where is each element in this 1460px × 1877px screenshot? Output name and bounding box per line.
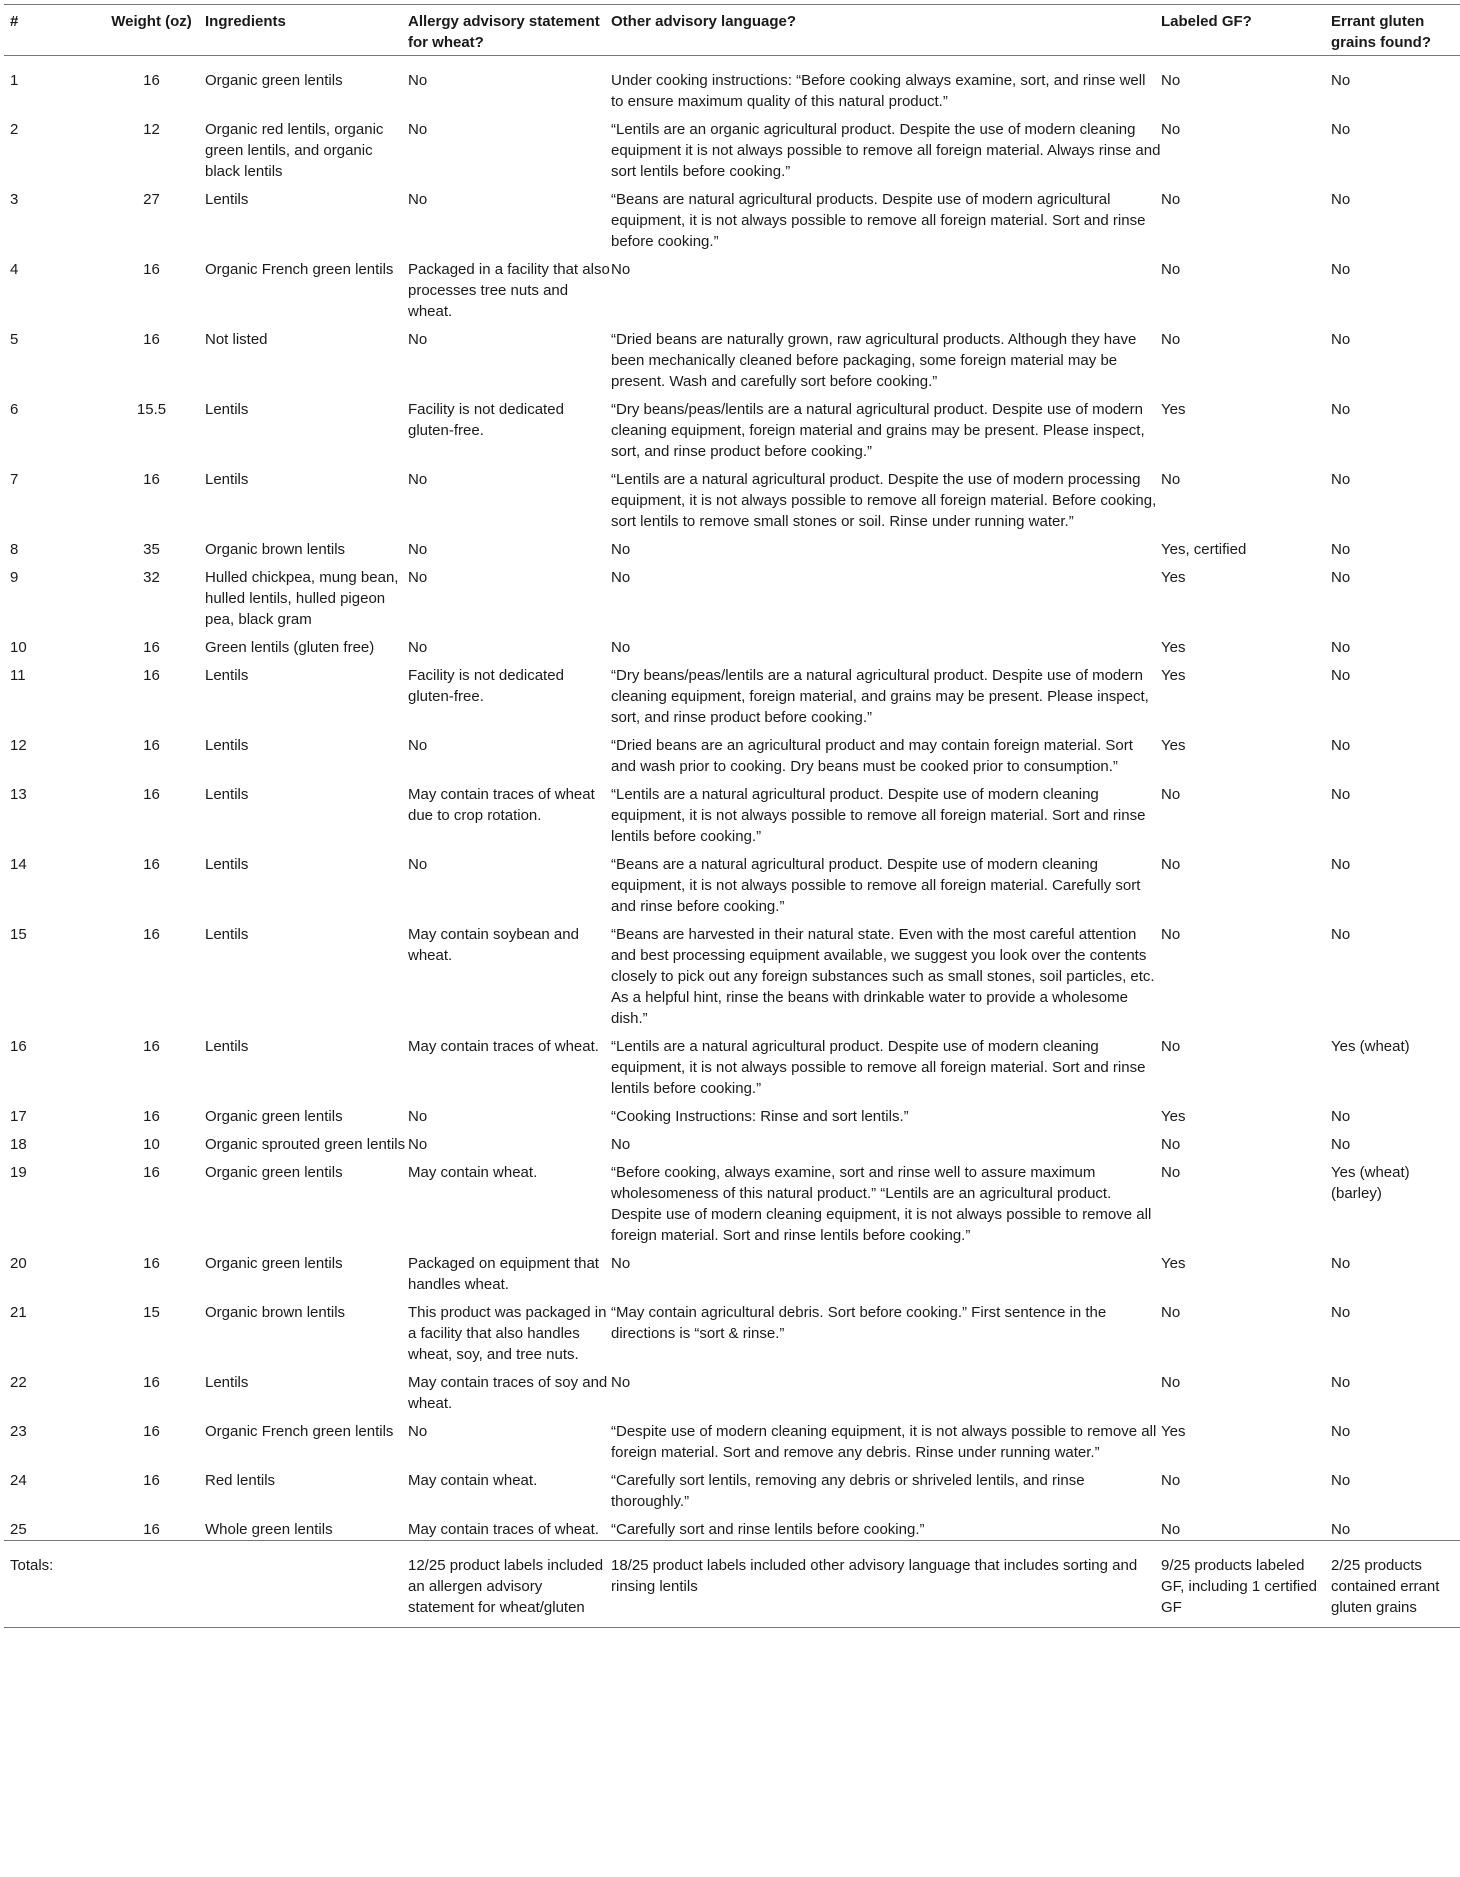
- cell-allergy: Facility is not dedicated gluten-free.: [408, 401, 564, 439]
- cell-num: 22: [10, 1374, 27, 1391]
- cell-labeled-gf: Yes: [1161, 639, 1186, 656]
- table-row: [4, 1155, 1460, 1246]
- table-body: [4, 56, 1460, 1541]
- cell-errant-grains: No: [1331, 331, 1351, 348]
- cell-num: 14: [10, 856, 27, 873]
- cell-weight: 16: [143, 856, 160, 873]
- cell-num: 9: [10, 569, 19, 586]
- cell-other-advisory: “Dry beans/peas/lentils are a natural agricultural product. Despite use of modern cleaning equipment, foreign material, and grains may be present. Please inspect, sort, and rinse product before cooking.”: [611, 667, 1149, 726]
- cell-weight: 15.5: [136, 401, 167, 418]
- cell-labeled-gf: Yes: [1161, 667, 1186, 684]
- cell-ingredients: Lentils: [205, 401, 249, 418]
- cell-labeled-gf: Yes: [1161, 737, 1186, 754]
- cell-errant-grains: No: [1331, 1521, 1351, 1538]
- cell-weight: 16: [143, 1164, 160, 1181]
- lentil-label-table: [4, 4, 1460, 1628]
- header-allergy: Allergy advisory statement for wheat?: [408, 5, 611, 56]
- header-row: [4, 5, 1460, 56]
- cell-labeled-gf: No: [1161, 856, 1181, 873]
- cell-num: 17: [10, 1108, 27, 1125]
- cell-labeled-gf: No: [1161, 926, 1181, 943]
- cell-labeled-gf: Yes: [1161, 401, 1186, 418]
- cell-allergy: This product was packaged in a facility that also handles wheat, soy, and tree nuts.: [408, 1304, 607, 1363]
- totals-other-advisory: 18/25 product labels included other advisory language that includes sorting and rinsing lentils: [611, 1541, 1161, 1628]
- cell-other-advisory: “Dried beans are an agricultural product and may contain foreign material. Sort and wash prior to cooking. Dry beans must be cooked prior to consumption.”: [611, 737, 1133, 775]
- cell-weight: 16: [143, 667, 160, 684]
- cell-weight: 16: [143, 1108, 160, 1125]
- cell-ingredients: Organic red lentils, organic green lentils, and organic black lentils: [205, 121, 384, 180]
- cell-allergy: No: [408, 569, 428, 586]
- cell-errant-grains: No: [1331, 541, 1351, 558]
- cell-other-advisory: “Cooking Instructions: Rinse and sort lentils.”: [611, 1108, 909, 1125]
- cell-num: 2: [10, 121, 19, 138]
- cell-weight: 16: [143, 639, 160, 656]
- cell-allergy: No: [408, 471, 428, 488]
- cell-ingredients: Organic brown lentils: [205, 1304, 346, 1321]
- cell-other-advisory: “Beans are harvested in their natural state. Even with the most careful attention and best processing equipment available, we suggest you look over the contents closely to pick out any foreign substances such as small stones, soil particles, etc. As a helpful hint, rinse the beans with drinkable water to provide a wholesome dish.”: [611, 926, 1155, 1027]
- cell-weight: 27: [143, 191, 160, 208]
- cell-allergy: May contain traces of wheat due to crop rotation.: [408, 786, 595, 824]
- cell-ingredients: Lentils: [205, 856, 249, 873]
- cell-labeled-gf: No: [1161, 1472, 1181, 1489]
- cell-labeled-gf: No: [1161, 1038, 1181, 1055]
- cell-errant-grains: No: [1331, 737, 1351, 754]
- cell-allergy: No: [408, 639, 428, 656]
- cell-allergy: No: [408, 72, 428, 89]
- table-row: [4, 252, 1460, 322]
- cell-other-advisory: No: [611, 261, 631, 278]
- table-row: [4, 1099, 1460, 1127]
- cell-errant-grains: No: [1331, 261, 1351, 278]
- cell-other-advisory: “May contain agricultural debris. Sort before cooking.” First sentence in the directions is “sort & rinse.”: [611, 1304, 1107, 1342]
- cell-ingredients: Not listed: [205, 331, 268, 348]
- table-row: [4, 1029, 1460, 1099]
- table-row: [4, 777, 1460, 847]
- cell-allergy: No: [408, 331, 428, 348]
- cell-errant-grains: No: [1331, 191, 1351, 208]
- cell-weight: 16: [143, 471, 160, 488]
- totals-errant-grains: 2/25 products contained errant gluten grains: [1331, 1541, 1460, 1628]
- table-row: [4, 532, 1460, 560]
- cell-num: 15: [10, 926, 27, 943]
- cell-num: 24: [10, 1472, 27, 1489]
- cell-weight: 16: [143, 1472, 160, 1489]
- cell-weight: 16: [143, 261, 160, 278]
- cell-weight: 16: [143, 1255, 160, 1272]
- cell-num: 23: [10, 1423, 27, 1440]
- cell-errant-grains: No: [1331, 786, 1351, 803]
- table-row: [4, 630, 1460, 658]
- cell-ingredients: Organic brown lentils: [205, 541, 346, 558]
- cell-errant-grains: No: [1331, 926, 1351, 943]
- cell-other-advisory: “Lentils are a natural agricultural product. Despite use of modern cleaning equipment, it is not always possible to remove all foreign material. Sort and rinse lentils before cooking.”: [611, 786, 1146, 845]
- cell-allergy: May contain traces of wheat.: [408, 1521, 599, 1538]
- cell-other-advisory: “Before cooking, always examine, sort and rinse well to assure maximum wholesomeness of this natural product.” “Lentils are an agricultural product. Despite use of modern cleaning equipment, it is not always possible to remove all foreign material. Sort and rinse lentils before cooking.”: [611, 1164, 1152, 1244]
- cell-num: 18: [10, 1136, 27, 1153]
- cell-other-advisory: “Lentils are a natural agricultural product. Despite the use of modern processing equipment, it is not always possible to remove all foreign material. Before cooking, sort lentils to remove small stones or soil. Rinse under running water.”: [611, 471, 1157, 530]
- header-labeled-gf: Labeled GF?: [1161, 5, 1331, 56]
- totals-row: [4, 1541, 1460, 1628]
- cell-labeled-gf: No: [1161, 191, 1181, 208]
- cell-allergy: Packaged in a facility that also processes tree nuts and wheat.: [408, 261, 610, 320]
- cell-allergy: Packaged on equipment that handles wheat.: [408, 1255, 599, 1293]
- cell-other-advisory: No: [611, 1255, 631, 1272]
- table-row: [4, 462, 1460, 532]
- cell-num: 21: [10, 1304, 27, 1321]
- cell-weight: 16: [143, 737, 160, 754]
- cell-other-advisory: “Lentils are a natural agricultural product. Despite use of modern cleaning equipment, it is not always possible to remove all foreign material. Sort and rinse lentils before cooking.”: [611, 1038, 1146, 1097]
- cell-ingredients: Organic green lentils: [205, 1255, 343, 1272]
- cell-allergy: No: [408, 1423, 428, 1440]
- table-row: [4, 1246, 1460, 1295]
- table-row: [4, 658, 1460, 728]
- cell-weight: 16: [143, 1374, 160, 1391]
- cell-errant-grains: No: [1331, 1472, 1351, 1489]
- cell-labeled-gf: No: [1161, 331, 1181, 348]
- table-row: [4, 1512, 1460, 1541]
- table-row: [4, 1295, 1460, 1365]
- cell-other-advisory: “Lentils are an organic agricultural product. Despite the use of modern cleaning equipment it is not always possible to remove all foreign material. Always rinse and sort lentils before cooking.”: [611, 121, 1161, 180]
- cell-errant-grains: No: [1331, 1423, 1351, 1440]
- cell-num: 10: [10, 639, 27, 656]
- cell-errant-grains: No: [1331, 667, 1351, 684]
- cell-labeled-gf: Yes: [1161, 569, 1186, 586]
- header-num: #: [4, 5, 98, 56]
- cell-weight: 12: [143, 121, 160, 138]
- cell-weight: 35: [143, 541, 160, 558]
- table-row: [4, 847, 1460, 917]
- cell-weight: 10: [143, 1136, 160, 1153]
- table-row: [4, 917, 1460, 1029]
- cell-num: 4: [10, 261, 19, 278]
- table-row: [4, 56, 1460, 113]
- cell-allergy: May contain wheat.: [408, 1164, 538, 1181]
- totals-ingredients-empty: [205, 1541, 408, 1628]
- cell-other-advisory: “Carefully sort and rinse lentils before cooking.”: [611, 1521, 925, 1538]
- cell-labeled-gf: No: [1161, 471, 1181, 488]
- cell-errant-grains: No: [1331, 121, 1351, 138]
- cell-weight: 16: [143, 331, 160, 348]
- cell-weight: 16: [143, 926, 160, 943]
- cell-labeled-gf: Yes: [1161, 1423, 1186, 1440]
- cell-labeled-gf: Yes: [1161, 1255, 1186, 1272]
- totals-labeled-gf: 9/25 products labeled GF, including 1 certified GF: [1161, 1541, 1331, 1628]
- totals-label: Totals:: [4, 1541, 98, 1628]
- cell-other-advisory: No: [611, 1374, 631, 1391]
- cell-ingredients: Lentils: [205, 191, 249, 208]
- table-row: [4, 392, 1460, 462]
- cell-labeled-gf: Yes, certified: [1161, 541, 1247, 558]
- cell-num: 8: [10, 541, 19, 558]
- cell-other-advisory: “Dried beans are naturally grown, raw agricultural products. Although they have been mechanically cleaned before packaging, some foreign material may be present. Wash and carefully sort before cooking.”: [611, 331, 1137, 390]
- cell-num: 1: [10, 72, 19, 89]
- cell-ingredients: Organic French green lentils: [205, 1423, 394, 1440]
- table-row: [4, 322, 1460, 392]
- cell-labeled-gf: Yes: [1161, 1108, 1186, 1125]
- cell-ingredients: Lentils: [205, 737, 249, 754]
- cell-ingredients: Organic green lentils: [205, 72, 343, 89]
- cell-allergy: No: [408, 541, 428, 558]
- cell-labeled-gf: No: [1161, 1136, 1181, 1153]
- cell-ingredients: Hulled chickpea, mung bean, hulled lentils, hulled pigeon pea, black gram: [205, 569, 399, 628]
- cell-labeled-gf: No: [1161, 1164, 1181, 1181]
- table-row: [4, 182, 1460, 252]
- cell-allergy: No: [408, 856, 428, 873]
- header-ingredients: Ingredients: [205, 5, 408, 56]
- cell-labeled-gf: No: [1161, 72, 1181, 89]
- cell-allergy: Facility is not dedicated gluten-free.: [408, 667, 564, 705]
- cell-other-advisory: No: [611, 639, 631, 656]
- totals-allergy: 12/25 product labels included an allergen advisory statement for wheat/gluten: [408, 1541, 611, 1628]
- cell-errant-grains: No: [1331, 1304, 1351, 1321]
- cell-weight: 15: [143, 1304, 160, 1321]
- cell-errant-grains: No: [1331, 471, 1351, 488]
- table-row: [4, 1127, 1460, 1155]
- cell-ingredients: Organic green lentils: [205, 1164, 343, 1181]
- cell-other-advisory: No: [611, 541, 631, 558]
- table-row: [4, 728, 1460, 777]
- table-row: [4, 1365, 1460, 1414]
- cell-num: 3: [10, 191, 19, 208]
- cell-ingredients: Red lentils: [205, 1472, 276, 1489]
- cell-allergy: No: [408, 121, 428, 138]
- cell-labeled-gf: No: [1161, 1521, 1181, 1538]
- cell-weight: 16: [143, 786, 160, 803]
- cell-weight: 16: [143, 1521, 160, 1538]
- cell-allergy: No: [408, 737, 428, 754]
- cell-num: 13: [10, 786, 27, 803]
- cell-weight: 16: [143, 72, 160, 89]
- table-row: [4, 1414, 1460, 1463]
- cell-ingredients: Lentils: [205, 786, 249, 803]
- cell-other-advisory: “Despite use of modern cleaning equipment, it is not always possible to remove all foreign material. Sort and remove any debris. Rinse under running water.”: [611, 1423, 1157, 1461]
- cell-allergy: May contain traces of soy and wheat.: [408, 1374, 608, 1412]
- header-weight: Weight (oz): [98, 5, 205, 56]
- cell-errant-grains: No: [1331, 1374, 1351, 1391]
- cell-labeled-gf: No: [1161, 261, 1181, 278]
- cell-num: 20: [10, 1255, 27, 1272]
- cell-other-advisory: “Dry beans/peas/lentils are a natural agricultural product. Despite use of modern cleaning equipment, foreign material and grains may be present. Please inspect, sort, and rinse product before cooking.”: [611, 401, 1145, 460]
- header-errant-grains: Errant gluten grains found?: [1331, 5, 1460, 56]
- totals-weight-empty: [98, 1541, 205, 1628]
- cell-num: 5: [10, 331, 19, 348]
- cell-ingredients: Green lentils (gluten free): [205, 639, 375, 656]
- cell-allergy: May contain soybean and wheat.: [408, 926, 579, 964]
- cell-ingredients: Organic French green lentils: [205, 261, 394, 278]
- cell-errant-grains: No: [1331, 569, 1351, 586]
- cell-errant-grains: No: [1331, 1108, 1351, 1125]
- cell-other-advisory: “Beans are natural agricultural products. Despite use of modern agricultural equipment, it is not always possible to remove all foreign material. Sort and rinse before cooking.”: [611, 191, 1146, 250]
- cell-other-advisory: No: [611, 569, 631, 586]
- cell-labeled-gf: No: [1161, 1374, 1181, 1391]
- cell-ingredients: Organic green lentils: [205, 1108, 343, 1125]
- cell-ingredients: Lentils: [205, 1374, 249, 1391]
- cell-ingredients: Whole green lentils: [205, 1521, 333, 1538]
- cell-allergy: No: [408, 191, 428, 208]
- cell-labeled-gf: No: [1161, 121, 1181, 138]
- cell-num: 7: [10, 471, 19, 488]
- cell-other-advisory: “Beans are a natural agricultural product. Despite use of modern cleaning equipment, it is not always possible to remove all foreign material. Carefully sort and rinse before cooking.”: [611, 856, 1141, 915]
- cell-ingredients: Lentils: [205, 667, 249, 684]
- cell-errant-grains: No: [1331, 72, 1351, 89]
- cell-allergy: No: [408, 1108, 428, 1125]
- cell-num: 11: [10, 667, 26, 684]
- cell-allergy: No: [408, 1136, 428, 1153]
- cell-other-advisory: Under cooking instructions: “Before cooking always examine, sort, and rinse well to ensure maximum quality of this natural product.”: [611, 72, 1146, 110]
- cell-errant-grains: No: [1331, 1255, 1351, 1272]
- cell-errant-grains: No: [1331, 401, 1351, 418]
- cell-weight: 16: [143, 1423, 160, 1440]
- cell-num: 19: [10, 1164, 27, 1181]
- cell-weight: 16: [143, 1038, 160, 1055]
- cell-num: 25: [10, 1521, 27, 1538]
- table-row: [4, 560, 1460, 630]
- cell-other-advisory: “Carefully sort lentils, removing any debris or shriveled lentils, and rinse thoroughly.”: [611, 1472, 1085, 1510]
- cell-labeled-gf: No: [1161, 1304, 1181, 1321]
- cell-ingredients: Lentils: [205, 926, 249, 943]
- cell-labeled-gf: No: [1161, 786, 1181, 803]
- cell-errant-grains: Yes (wheat): [1331, 1038, 1410, 1055]
- cell-ingredients: Lentils: [205, 1038, 249, 1055]
- cell-ingredients: Organic sprouted green lentils: [205, 1136, 406, 1153]
- cell-num: 12: [10, 737, 27, 754]
- cell-num: 6: [10, 401, 19, 418]
- table-row: [4, 112, 1460, 182]
- header-other-advisory: Other advisory language?: [611, 5, 1161, 56]
- cell-ingredients: Lentils: [205, 471, 249, 488]
- table-row: [4, 1463, 1460, 1512]
- cell-num: 16: [10, 1038, 27, 1055]
- cell-other-advisory: No: [611, 1136, 631, 1153]
- cell-errant-grains: No: [1331, 1136, 1351, 1153]
- cell-errant-grains: No: [1331, 856, 1351, 873]
- cell-errant-grains: No: [1331, 639, 1351, 656]
- cell-allergy: May contain traces of wheat.: [408, 1038, 599, 1055]
- cell-allergy: May contain wheat.: [408, 1472, 538, 1489]
- cell-weight: 32: [143, 569, 160, 586]
- cell-errant-grains: Yes (wheat) (barley): [1331, 1164, 1410, 1202]
